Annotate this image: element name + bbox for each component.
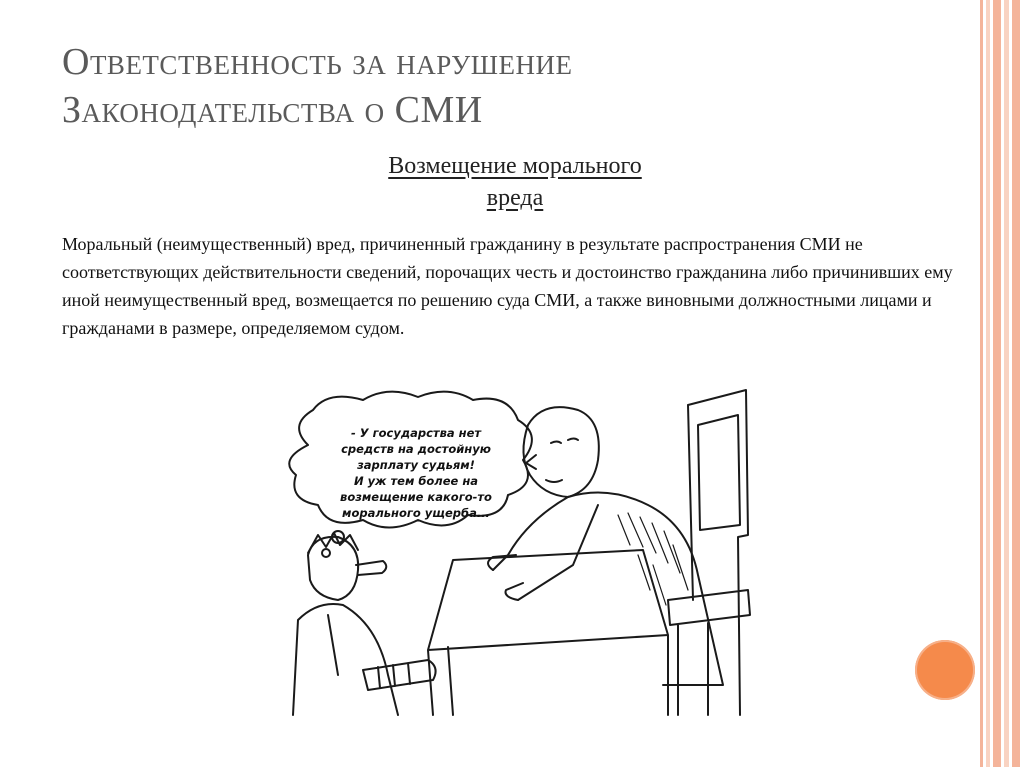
subtitle-line: Возмещение морального	[388, 153, 642, 179]
boy-head	[308, 537, 358, 600]
slide-subtitle	[300, 150, 730, 214]
decor-circle	[915, 640, 975, 700]
judge-face	[526, 439, 578, 483]
desk	[428, 550, 668, 715]
slide-title-line: Законодательства о СМИ	[62, 89, 483, 131]
chair	[668, 390, 750, 715]
slide-title-line: Ответственность за нарушение	[62, 41, 573, 83]
body-paragraph: Моральный (неимущественный) вред, причиненный гражданину в результате распространения СМИ не соответствующих действительности сведений, порочащих честь и достоинство гражданина либо причинивших ему иной неимущественный вред, возмещается по решению суда СМИ, а также виновными должностными лицами и гражданами в размере, определяемом судом.	[62, 234, 953, 338]
judge-head	[523, 407, 598, 497]
boy-arm-cast	[363, 660, 436, 690]
thought-bubble-dot	[322, 549, 330, 557]
speech-line: И уж тем более на	[353, 474, 479, 488]
speech-bubble-text	[316, 425, 516, 521]
decor-stripe	[986, 0, 990, 767]
decor-stripe	[1004, 0, 1009, 767]
decor-stripe	[1012, 0, 1020, 767]
speech-line: - У государства нет	[350, 426, 482, 440]
speech-line: зарплату судьям!	[357, 458, 475, 472]
speech-line: возмещение какого-то	[340, 490, 492, 504]
judge-body	[493, 493, 723, 686]
judge-shading	[618, 513, 688, 605]
boy-nose	[356, 561, 386, 575]
speech-line: морального ущерба...	[342, 506, 490, 520]
judge-hand	[488, 555, 523, 600]
boy-body	[293, 604, 398, 715]
slide-title	[62, 38, 922, 134]
decor-stripe	[980, 0, 983, 767]
subtitle-line: вреда	[486, 185, 544, 211]
decor-stripe	[993, 0, 1001, 767]
speech-line: средств на достойную	[341, 442, 491, 456]
